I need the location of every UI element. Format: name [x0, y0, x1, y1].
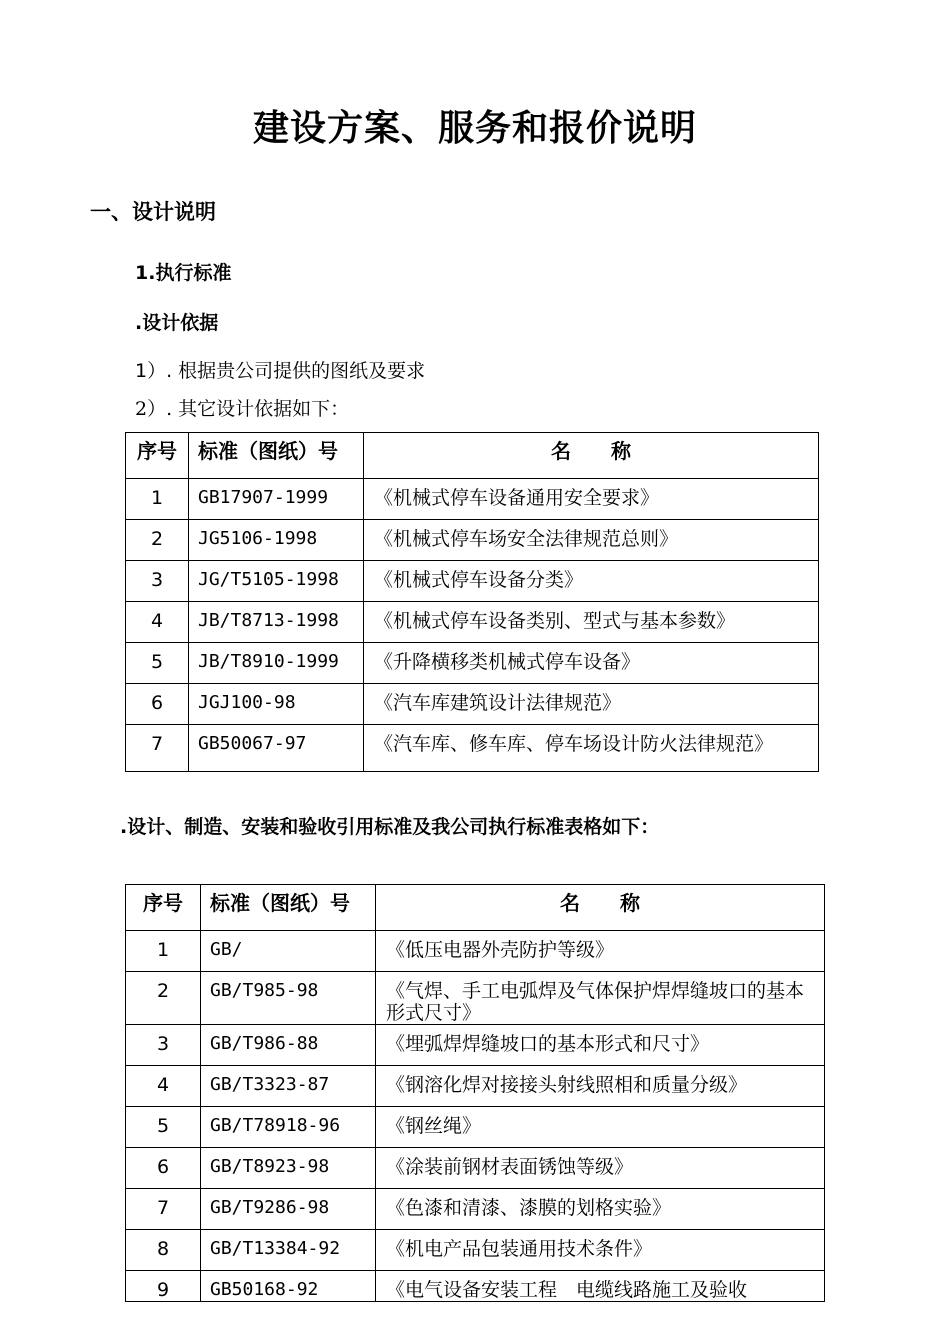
table-row	[126, 1025, 825, 1066]
row-num: 4	[126, 1066, 201, 1107]
row-name: 《机械式停车场安全法律规范总则》	[364, 520, 819, 561]
table-row	[126, 1066, 825, 1107]
table-row	[126, 684, 819, 725]
row-code: GB/T8923-98	[201, 1148, 376, 1189]
table-row	[126, 931, 825, 972]
header-num: 序号	[126, 885, 201, 931]
table-row	[126, 520, 819, 561]
table-row	[126, 725, 819, 772]
table-row	[126, 1271, 825, 1302]
row-name: 《机电产品包装通用技术条件》	[376, 1230, 825, 1271]
row-num: 5	[126, 1107, 201, 1148]
row-num: 6	[126, 684, 189, 725]
row-num: 1	[126, 931, 201, 972]
table-header-row	[126, 433, 819, 479]
row-num: 3	[126, 1025, 201, 1066]
header-num: 序号	[126, 433, 189, 479]
basis-item-2: 2）. 其它设计依据如下：	[135, 398, 350, 420]
table-row	[126, 1189, 825, 1230]
basis-item-1: 1）. 根据贵公司提供的图纸及要求	[135, 360, 426, 382]
table-row	[126, 972, 825, 1025]
row-code: JB/T8910-1999	[189, 643, 364, 684]
subheading-design-basis: .设计依据	[135, 312, 219, 334]
table-row	[126, 643, 819, 684]
row-code: GB/	[201, 931, 376, 972]
row-code: GB50067-97	[189, 725, 364, 772]
subheading-reference-standards: .设计、制造、安装和验收引用标准及我公司执行标准表格如下：	[120, 816, 660, 838]
table-row	[126, 602, 819, 643]
row-code: GB/T3323-87	[201, 1066, 376, 1107]
row-num: 9	[126, 1271, 201, 1302]
row-code: GB/T13384-92	[201, 1230, 376, 1271]
row-name: 《升降横移类机械式停车设备》	[364, 643, 819, 684]
row-name: 《电气设备安装工程 电缆线路施工及验收	[376, 1271, 825, 1302]
row-num: 7	[126, 725, 189, 772]
row-name: 《汽车库、修车库、停车场设计防火法律规范》	[364, 725, 819, 772]
row-name: 《气焊、手工电弧焊及气体保护焊焊缝坡口的基本形式尺寸》	[376, 972, 825, 1025]
row-name: 《机械式停车设备通用安全要求》	[364, 479, 819, 520]
row-num: 8	[126, 1230, 201, 1271]
row-code: GB/T986-88	[201, 1025, 376, 1066]
reference-standards-table	[125, 884, 825, 1302]
row-num: 6	[126, 1148, 201, 1189]
table-row	[126, 1230, 825, 1271]
row-name: 《涂装前钢材表面锈蚀等级》	[376, 1148, 825, 1189]
table-row	[126, 479, 819, 520]
table-row	[126, 561, 819, 602]
row-num: 7	[126, 1189, 201, 1230]
table-header-row	[126, 885, 825, 931]
row-name: 《低压电器外壳防护等级》	[376, 931, 825, 972]
row-num: 4	[126, 602, 189, 643]
row-name: 《钢溶化焊对接接头射线照相和质量分级》	[376, 1066, 825, 1107]
row-name: 《机械式停车设备分类》	[364, 561, 819, 602]
row-num: 3	[126, 561, 189, 602]
row-name: 《色漆和清漆、漆膜的划格实验》	[376, 1189, 825, 1230]
header-name: 名 称	[376, 885, 825, 931]
row-code: JGJ100-98	[189, 684, 364, 725]
row-num: 5	[126, 643, 189, 684]
row-code: GB50168-92	[201, 1271, 376, 1302]
row-code: JG/T5105-1998	[189, 561, 364, 602]
table-row	[126, 1148, 825, 1189]
table-row	[126, 1107, 825, 1148]
header-code: 标准（图纸）号	[201, 885, 376, 931]
row-name: 《钢丝绳》	[376, 1107, 825, 1148]
row-name: 《汽车库建筑设计法律规范》	[364, 684, 819, 725]
row-code: GB17907-1999	[189, 479, 364, 520]
row-code: JG5106-1998	[189, 520, 364, 561]
section-heading-design: 一、设计说明	[90, 200, 216, 224]
row-num: 2	[126, 520, 189, 561]
row-code: GB/T78918-96	[201, 1107, 376, 1148]
subheading-standards: 1.执行标准	[135, 262, 232, 284]
row-name: 《埋弧焊焊缝坡口的基本形式和尺寸》	[376, 1025, 825, 1066]
row-num: 1	[126, 479, 189, 520]
row-num: 2	[126, 972, 201, 1025]
header-code: 标准（图纸）号	[189, 433, 364, 479]
design-basis-table	[125, 432, 819, 772]
row-code: GB/T9286-98	[201, 1189, 376, 1230]
row-code: GB/T985-98	[201, 972, 376, 1025]
row-code: JB/T8713-1998	[189, 602, 364, 643]
header-name: 名 称	[364, 433, 819, 479]
document-title: 建设方案、服务和报价说明	[252, 108, 697, 149]
row-name: 《机械式停车设备类别、型式与基本参数》	[364, 602, 819, 643]
